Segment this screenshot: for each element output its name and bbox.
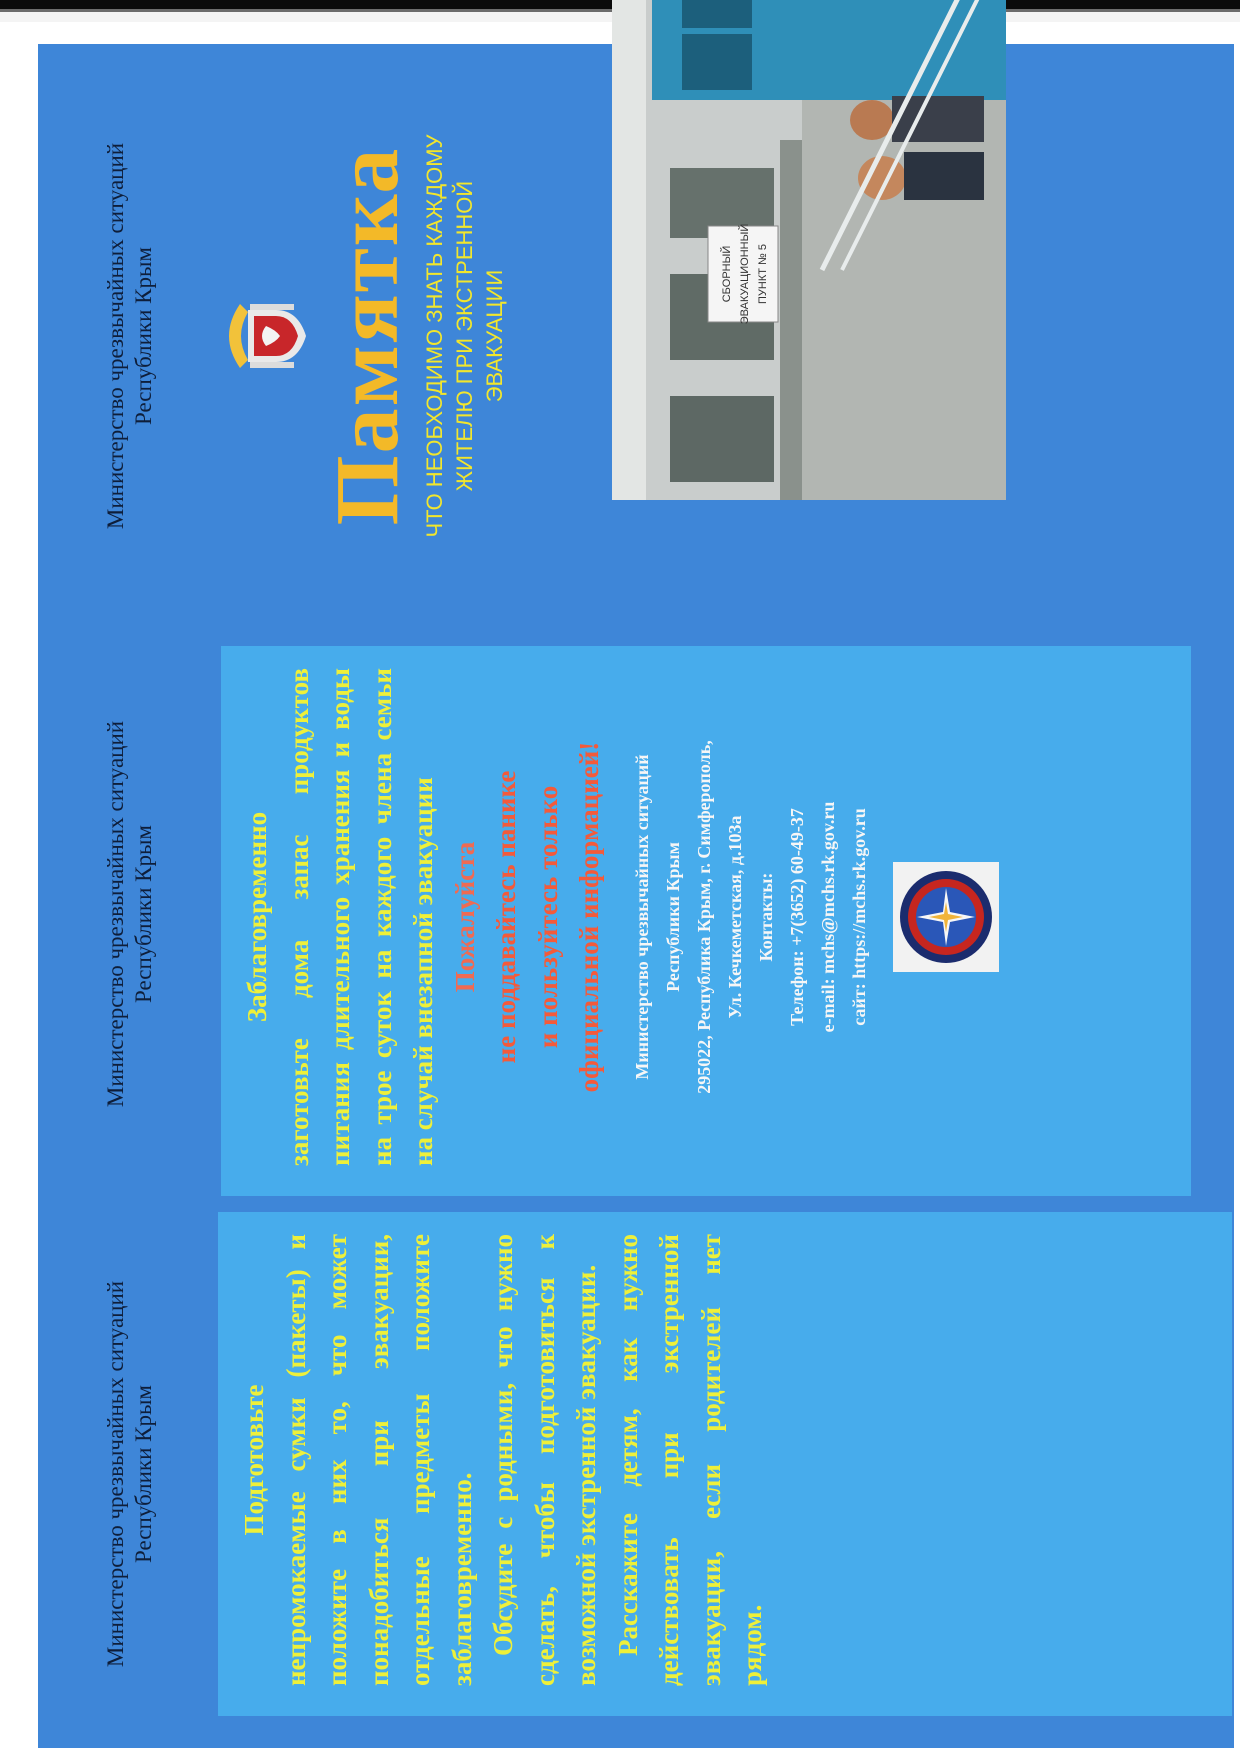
panel-cover [38, 44, 1234, 628]
photo-sign-line-1: СБОРНЫЙ [721, 245, 733, 303]
prepare-paragraph-2: Обсудите с родными, что нужно сделать, чтобы подготовиться к возможной экстренной эвакуации. [488, 1234, 601, 1686]
subtitle-line-3: ЭВАКУАЦИИ [482, 269, 507, 403]
ministry-line-2: Республики Крым [131, 1385, 156, 1563]
ministry-header [102, 628, 158, 1200]
ministry-header [102, 44, 158, 628]
panel-prepare [38, 1200, 1234, 1748]
contact-email: e-mail: mchs@mchs.rk.gov.ru [817, 801, 838, 1033]
ministry-line-1: Министерство чрезвычайных ситуаций [103, 720, 128, 1108]
warning-line-3: официальной информацией! [574, 741, 604, 1093]
ministry-line-2: Республики Крым [131, 825, 156, 1003]
ministry-line-1: Министерство чрезвычайных ситуаций [103, 142, 128, 530]
supplies-heading: Заблаговременно [242, 811, 272, 1023]
contacts-label: Контакты: [755, 872, 776, 962]
subtitle-line-1: ЧТО НЕОБХОДИМО ЗНАТЬ КАЖДОМУ [422, 134, 447, 538]
evacuation-point-photo [612, 0, 1006, 500]
leaflet-subtitle [420, 80, 510, 592]
prepare-text-box [218, 1212, 1232, 1716]
panel-supplies [38, 628, 1234, 1200]
prepare-paragraph-3: Расскажите детям, как нужно действовать при экстренной эвакуации, если родителей нет рядом. [612, 1234, 767, 1686]
ministry-line-2: Республики Крым [131, 247, 156, 425]
photo-illustration [612, 0, 1006, 500]
warning-line-2: и пользуйтесь только [532, 785, 563, 1049]
ministry-line-1: Министерство чрезвычайных ситуаций [103, 1280, 128, 1668]
contact-org-2: Республики Крым [662, 842, 683, 992]
contact-address-2: Ул. Кечкеметская, д.103а [724, 815, 745, 1019]
contact-phone: Телефон: +7(3652) 60-49-37 [786, 808, 807, 1026]
leaflet-sheet [38, 44, 1234, 1748]
prepare-paragraph-1: непромокаемые сумки (пакеты) и положите в них то, что может понадобиться при эвакуации, отдельные предметы положите заблаговременно. [280, 1234, 477, 1686]
photo-sign-line-2: ЭВАКУАЦИОННЫЙ [739, 223, 751, 325]
supplies-paragraph: заготовьте дома запас продуктов питания длительного хранения и воды на трое суток на каждого члена семьи на случай внезапной эвакуации [283, 668, 438, 1166]
prepare-heading: Подготовьте [239, 1384, 269, 1536]
leaflet-rotated-canvas [38, 44, 1234, 1748]
contact-org-1: Министерство чрезвычайных ситуаций [631, 754, 652, 1080]
photo-sign-line-3: ПУНКТ № 5 [757, 244, 769, 304]
contact-site: сайт: https://mchs.rk.gov.ru [848, 808, 869, 1026]
contact-address-1: 295022, Республика Крым, г. Симферополь, [693, 740, 714, 1094]
ministry-header [102, 1200, 158, 1748]
leaflet-title: Памятка [318, 146, 417, 526]
mchs-emblem-icon [893, 862, 999, 972]
supplies-text-box [221, 646, 1191, 1196]
please-heading: Пожалуйста [449, 841, 480, 993]
subtitle-line-2: ЖИТЕЛЮ ПРИ ЭКСТРЕННОЙ [452, 180, 477, 492]
warning-line-1: не поддавайтесь панике [491, 770, 521, 1064]
crimea-coat-of-arms-icon [218, 296, 308, 376]
contact-block [627, 668, 875, 1166]
